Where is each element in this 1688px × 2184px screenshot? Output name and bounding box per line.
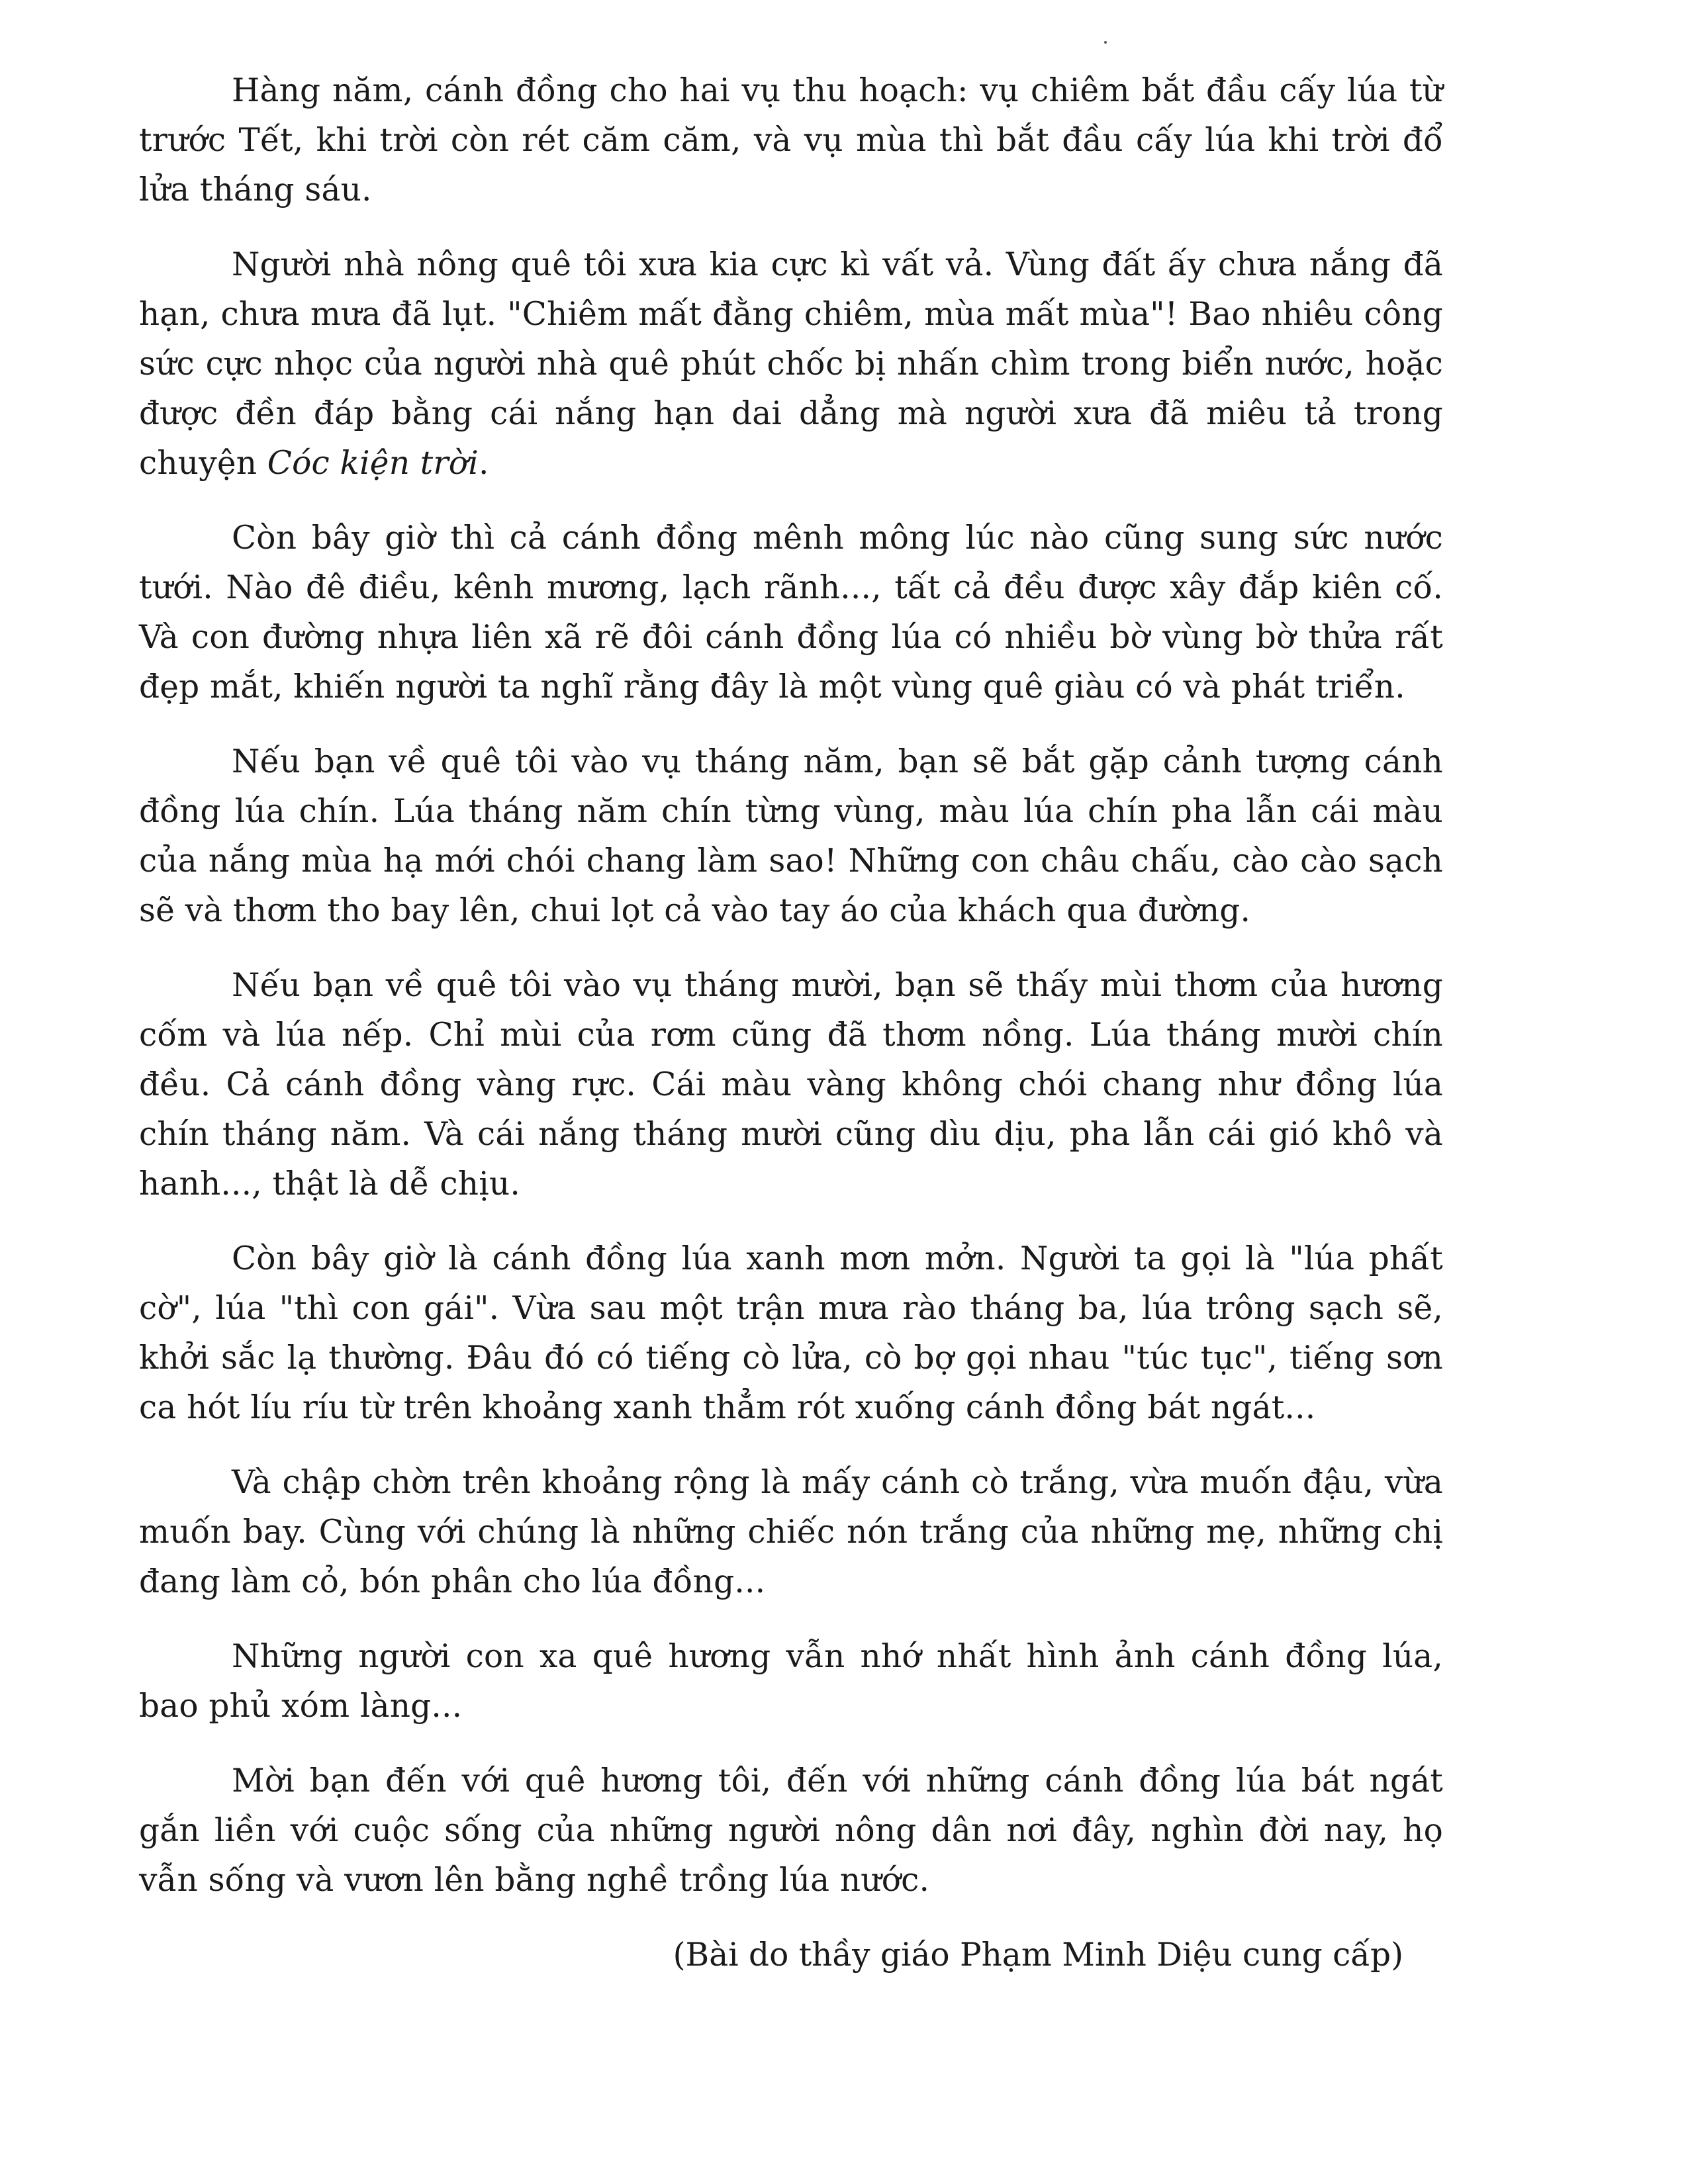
paragraph-9: Mời bạn đến với quê hương tôi, đến với những cánh đồng lúa bát ngát gắn liền với cuộc sống của những người nông dân nơi đây, nghìn đời nay, họ vẫn sống và vươn lên bằng nghề trồng lúa nước.	[139, 1762, 1443, 1899]
paragraph-1: Hàng năm, cánh đồng cho hai vụ thu hoạch: vụ chiêm bắt đầu cấy lúa từ trước Tết, khi trời còn rét căm căm, và vụ mùa thì bắt đầu cấy lúa khi trời đổ lửa tháng sáu.	[139, 72, 1443, 208]
paragraph-2: Người nhà nông quê tôi xưa kia cực kì vất vả. Vùng đất ấy chưa nắng đã hạn, chưa mưa đã lụt. "Chiêm mất đằng chiêm, mùa mất mùa"! Bao nhiêu công sức cực nhọc của người nhà quê phút chốc bị nhấn chìm trong biển nước, hoặc được đền đáp bằng cái nắng hạn dai dẳng mà người xưa đã miêu tả trong chuyện Cóc kiện trời.	[139, 246, 1443, 482]
document-body	[139, 66, 1443, 1980]
paragraph-8: Những người con xa quê hương vẫn nhớ nhất hình ảnh cánh đồng lúa, bao phủ xóm làng...	[139, 1638, 1443, 1725]
source-attribution: (Bài do thầy giáo Phạm Minh Diệu cung cấp)	[673, 1936, 1403, 1974]
paragraph-4: Nếu bạn về quê tôi vào vụ tháng năm, bạn sẽ bắt gặp cảnh tượng cánh đồng lúa chín. Lúa tháng năm chín từng vùng, màu lúa chín pha lẫn cái màu của nắng mùa hạ mới chói chang làm sao! Những con châu chấu, cào cào sạch sẽ và thơm tho bay lên, chui lọt cả vào tay áo của khách qua đường.	[139, 743, 1443, 929]
story-title: Cóc kiện trời	[267, 445, 479, 482]
scan-speck	[1104, 41, 1107, 44]
paragraph-5: Nếu bạn về quê tôi vào vụ tháng mười, bạn sẽ thấy mùi thơm của hương cốm và lúa nếp. Chỉ mùi của rơm cũng đã thơm nồng. Lúa tháng mười chín đều. Cả cánh đồng vàng rực. Cái màu vàng không chói chang như đồng lúa chín tháng năm. Và cái nắng tháng mười cũng dìu dịu, pha lẫn cái gió khô và hanh..., thật là dễ chịu.	[139, 967, 1443, 1203]
paragraph-6: Còn bây giờ là cánh đồng lúa xanh mơn mởn. Người ta gọi là "lúa phất cờ", lúa "thì con gái". Vừa sau một trận mưa rào tháng ba, lúa trông sạch sẽ, khởi sắc lạ thường. Đâu đó có tiếng cò lửa, cò bợ gọi nhau "túc tục", tiếng sơn ca hót líu ríu từ trên khoảng xanh thẳm rót xuống cánh đồng bát ngát...	[139, 1240, 1443, 1426]
paragraph-7: Và chập chờn trên khoảng rộng là mấy cánh cò trắng, vừa muốn đậu, vừa muốn bay. Cùng với chúng là những chiếc nón trắng của những mẹ, những chị đang làm cỏ, bón phân cho lúa đồng...	[139, 1464, 1443, 1600]
paragraph-3: Còn bây giờ thì cả cánh đồng mênh mông lúc nào cũng sung sức nước tưới. Nào đê điều, kênh mương, lạch rãnh..., tất cả đều được xây đắp kiên cố. Và con đường nhựa liên xã rẽ đôi cánh đồng lúa có nhiều bờ vùng bờ thửa rất đẹp mắt, khiến người ta nghĩ rằng đây là một vùng quê giàu có và phát triển.	[139, 520, 1443, 705]
